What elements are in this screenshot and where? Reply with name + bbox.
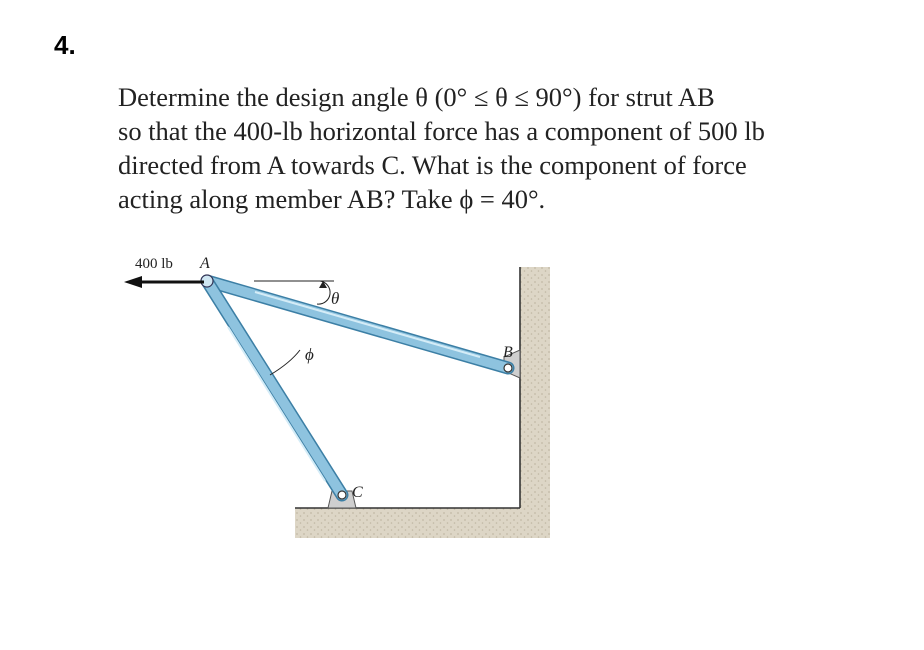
point-b-label: B [503,344,513,361]
problem-line: so that the 400-lb horizontal force has a component of 500 lb [118,116,765,146]
force-arrow [124,276,204,288]
point-a-label: A [200,255,210,272]
problem-statement [118,80,878,216]
phi-angle-marker [270,350,300,375]
pin-c [338,491,346,499]
question-number: 4. [54,30,76,60]
ground-wall [520,267,550,538]
phi-label: ϕ [305,345,314,364]
force-label: 400 lb [135,256,173,272]
problem-line: Determine the design angle θ (0° ≤ θ ≤ 90°) for strut AB [118,82,715,112]
problem-line: directed from A towards C. What is the component of force [118,150,747,180]
point-c-label: C [352,484,363,501]
theta-label: θ [331,289,340,308]
ground-floor [295,508,545,538]
pin-b [504,364,512,372]
strut-figure [120,245,580,545]
problem-line: acting along member AB? Take ϕ = 40°. [118,184,546,214]
